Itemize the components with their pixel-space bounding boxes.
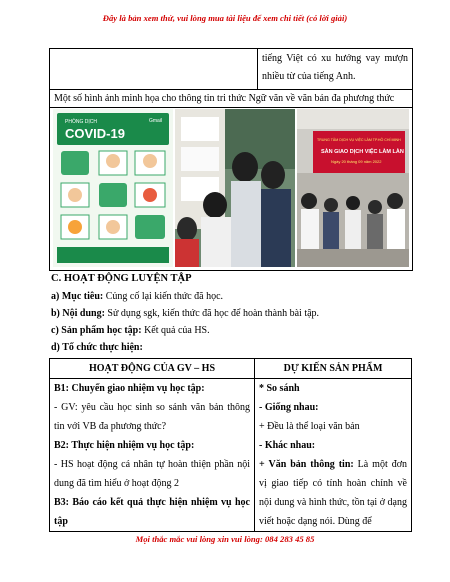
contact-notice: Mọi thắc mắc vui lòng xin vui lòng: 084 283 45 85 — [135, 534, 315, 544]
b2-text: - HS hoạt động cá nhân tự hoàn thiện phần nội dung đã tìm hiểu ở hoạt động 2 — [54, 459, 250, 489]
b2-label: B2: Thực hiện nhiệm vụ học tập: — [54, 440, 195, 451]
b3-label: B3: Báo cáo kết quả thực hiện nhiệm vụ học tập — [54, 497, 250, 527]
empty-cell — [50, 49, 258, 90]
product-text: Kết quả của HS. — [141, 325, 210, 336]
product-line — [51, 322, 210, 339]
banner-line2: SÀN GIAO DỊCH VIỆC LÀM LÀN — [321, 149, 404, 155]
banner-line1: TRUNG TÂM DỊCH VỤ VIỆC LÀM TP.HỒ CHÍ MINH — [317, 138, 401, 142]
products-cell — [255, 379, 412, 532]
info-label: + Văn bản thông tin: — [259, 459, 354, 470]
objective-label: a) Mục tiêu: — [51, 291, 104, 302]
banner-line3: Ngày 20 tháng 09 năm 2022 — [331, 159, 382, 164]
b1-text: - GV: yêu cầu học sinh so sánh văn bản thông tin với VB đa phương thức? — [54, 402, 250, 432]
diff-label: - Khác nhau: — [259, 440, 316, 451]
header-expected-product: DỰ KIẾN SẢN PHẨM — [255, 359, 412, 379]
top-table — [49, 48, 413, 271]
b1-label: B1: Chuyển giao nhiệm vụ học tập: — [54, 383, 205, 394]
content-line — [51, 305, 319, 322]
image-cell — [50, 108, 413, 271]
section-title: C. HOẠT ĐỘNG LUYỆN TẬP — [51, 273, 192, 284]
activity-table — [49, 358, 412, 532]
covid-poster-image — [53, 109, 173, 267]
right-cell-text: tiếng Việt có xu hướng vay mượn nhiều từ của tiếng Anh. — [258, 49, 413, 90]
content-text: Sử dụng sgk, kiến thức đã học để hoàn thành bài tập. — [104, 308, 320, 319]
info-text: Là một đơn vị giao tiếp có tính hoàn chỉnh về nội dung và hình thức, tồn tại ở dạng viết hoặc dạng nói. Dùng để — [259, 459, 407, 527]
poster-top-label: PHÒNG DỊCH — [65, 119, 97, 125]
same-label: - Giống nhau: — [259, 402, 319, 413]
preview-notice: Đây là bản xem thử, vui lòng mua tài liệu để xem chi tiết (có lời giải) — [102, 13, 348, 23]
activities-cell — [50, 379, 255, 532]
compare-label: * So sánh — [259, 383, 300, 394]
crowd-reading-board-image — [175, 109, 295, 267]
job-fair-image — [297, 109, 409, 267]
organization-line — [51, 339, 143, 356]
objective-line — [51, 288, 223, 305]
objective-text: Củng cố lại kiến thức đã học. — [103, 291, 224, 302]
poster-title: COVID-19 — [65, 126, 125, 141]
poster-brand: Gmail — [149, 118, 163, 124]
organization-label: d) Tổ chức thực hiện: — [51, 342, 143, 353]
image-caption: Một số hình ảnh minh họa cho thông tin tri thức Ngữ văn về văn bản đa phương thức — [50, 90, 413, 108]
content-label: b) Nội dung: — [51, 308, 105, 319]
product-label: c) Sản phẩm học tập: — [51, 325, 142, 336]
header-teacher-student: HOẠT ĐỘNG CỦA GV – HS — [50, 359, 255, 379]
same-text: + Đều là thể loại văn bản — [259, 421, 360, 432]
